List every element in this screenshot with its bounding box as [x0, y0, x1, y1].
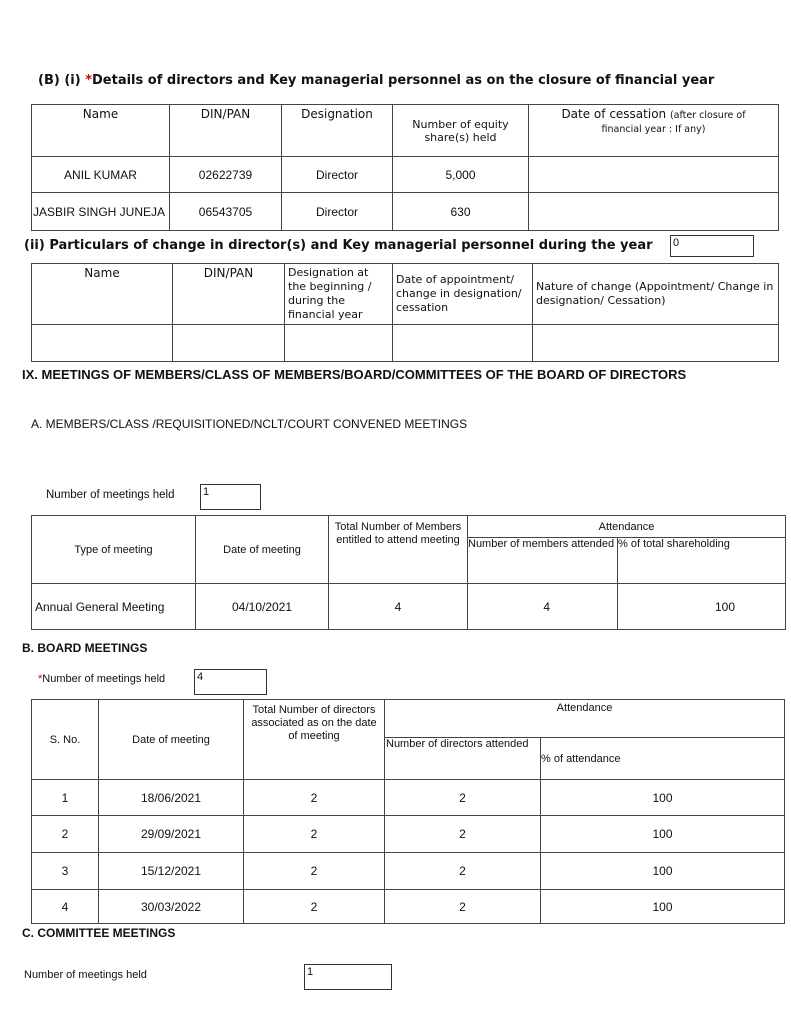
col-din: DIN/PAN: [170, 105, 282, 157]
board-count-label: *Number of meetings held: [38, 673, 166, 685]
board-meetings-heading: B. BOARD MEETINGS: [22, 641, 148, 655]
table-row: 4 30/03/2022 2 2 100: [32, 890, 785, 924]
committee-count-field[interactable]: 1: [304, 964, 392, 990]
board-meetings-table: S. No. Date of meeting Total Number of directors associated as on the date of meeting Attendance Number of directors attended % of attendance 1 18/06/2021 2 2 100 2 29/09/2021 2 2 100 3 15/12/2021 2 2 100 4 30/03/2022 2 2 100: [31, 699, 785, 924]
directors-table: [31, 104, 779, 231]
section-b-heading: (B) (i) *Details of directors and Key managerial personnel as on the closure of financial year: [38, 73, 715, 88]
changes-count-field[interactable]: 0: [670, 235, 754, 257]
board-count-field[interactable]: 4: [194, 669, 267, 695]
table-row: 3 15/12/2021 2 2 100: [32, 853, 785, 890]
table-row: 2 29/09/2021 2 2 100: [32, 816, 785, 853]
table-row: JASBIR SINGH JUNEJA 06543705 Director 630: [32, 193, 779, 231]
committee-meetings-heading: C. COMMITTEE MEETINGS: [22, 926, 176, 940]
members-count-label: Number of meetings held: [46, 489, 175, 501]
section-a-heading: A. MEMBERS/CLASS /REQUISITIONED/NCLT/COURT CONVENED MEETINGS: [31, 417, 468, 431]
members-count-field[interactable]: 1: [200, 484, 261, 510]
section-ii-heading: (ii) Particulars of change in director(s) and Key managerial personnel during the year: [24, 238, 653, 253]
committee-count-label: Number of meetings held: [24, 969, 147, 981]
members-meetings-table: Type of meeting Date of meeting Total Number of Members entitled to attend meeting Attendance Number of members attended % of total shareholding Annual General Meeting 04/10/2021 4 4 100: [31, 515, 786, 630]
col-cessation: Date of cessation (after closure of financial year : If any): [529, 105, 779, 157]
table-row: ANIL KUMAR 02622739 Director 5,000: [32, 157, 779, 193]
table-row: 1 18/06/2021 2 2 100: [32, 780, 785, 816]
section-ix-heading: IX. MEETINGS OF MEMBERS/CLASS OF MEMBERS/BOARD/COMMITTEES OF THE BOARD OF DIRECTORS: [22, 367, 687, 382]
col-designation: Designation: [282, 105, 393, 157]
col-shares: Number of equity share(s) held: [393, 105, 529, 157]
table-row: Annual General Meeting 04/10/2021 4 4 100: [32, 584, 786, 630]
table-row: [32, 325, 779, 362]
changes-table: Name DIN/PAN Designation at the beginning / during the financial year Date of appointment/ change in designation/ cessation Nature of change (Appointment/ Change in designation/ Cessation): [31, 263, 779, 362]
col-name: Name: [32, 105, 170, 157]
